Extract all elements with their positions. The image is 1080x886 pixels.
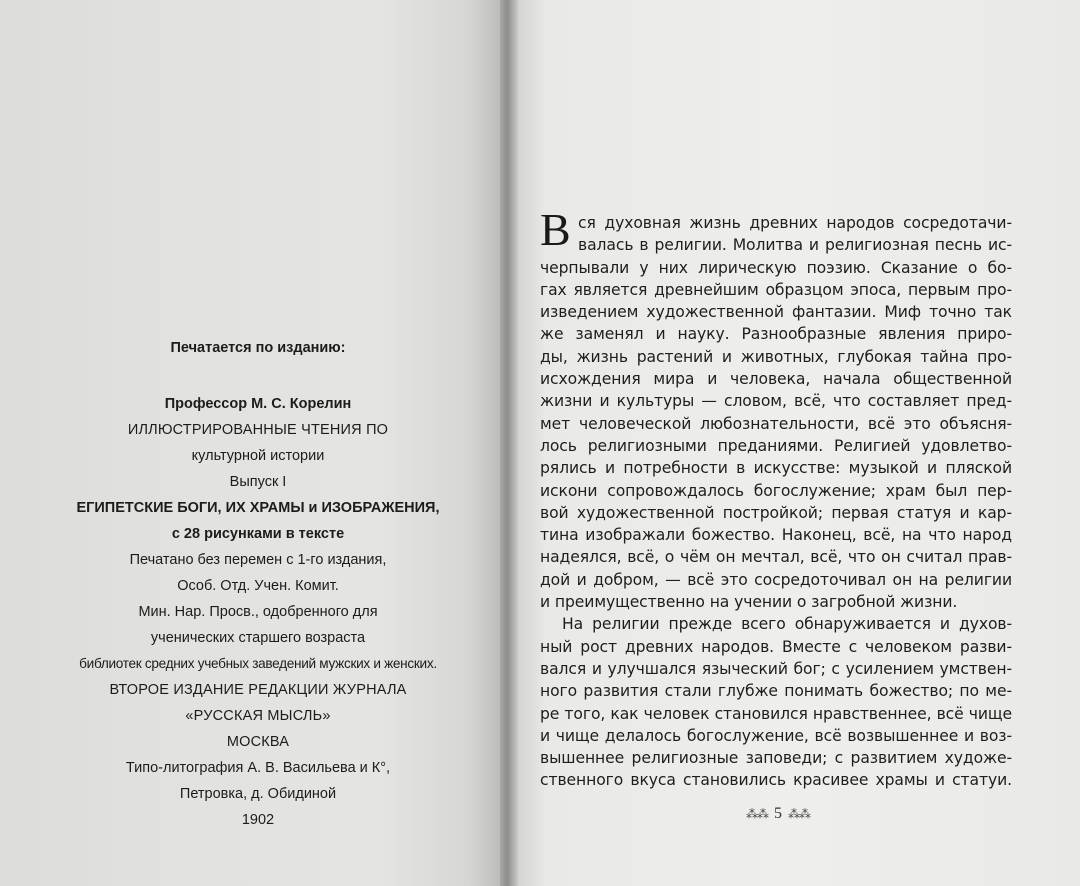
colophon-note: ученических старшего возраста bbox=[150, 630, 366, 646]
colophon-note: Мин. Нар. Просв., одобренного для bbox=[138, 604, 378, 620]
text-line: тина изображали божество. Наконец, всё, на что народ bbox=[540, 526, 1012, 545]
text-line: и чище делалось богослужение, всё возвышеннее и воз- bbox=[540, 726, 1012, 745]
book-gutter bbox=[500, 0, 518, 886]
colophon-subtitle: с 28 рисунками в тексте bbox=[171, 526, 345, 542]
text-line: рялись и потребности в искусстве: музыкой и пляской bbox=[540, 459, 1012, 478]
colophon-printer: Типо-литография А. В. Васильева и К°, bbox=[125, 760, 391, 776]
colophon-heading: Печатается по изданию: bbox=[170, 340, 346, 356]
colophon-journal: «РУССКАЯ МЫСЛЬ» bbox=[185, 708, 331, 724]
text-line: вышеннее религиозные заповеди; с развитием художе- bbox=[540, 749, 1012, 768]
text-line: и преимущественно на учении о загробной жизни. bbox=[540, 593, 958, 612]
text-line: На религии прежде всего обнаруживается и духов- bbox=[562, 615, 1012, 634]
text-line: ного развития стали глубже понимать божество; по ме- bbox=[540, 682, 1012, 701]
colophon-note: Печатано без перемен с 1-го издания, bbox=[129, 552, 387, 568]
text-line: изведением художественной фантазии. Миф точно так bbox=[540, 303, 1012, 322]
text-line: ре того, как человек становился нравственнее, всё чище bbox=[540, 704, 1012, 723]
colophon-note: библиотек средних учебных заведений мужских и женских. bbox=[79, 656, 437, 671]
colophon-city: МОСКВА bbox=[226, 734, 290, 750]
text-line: исхождения мира и человека, начала общественной bbox=[540, 370, 1012, 389]
text-line: жизни и культуры — словом, всё, что составляет пред- bbox=[540, 392, 1012, 411]
colophon-edition: ВТОРОЕ ИЗДАНИЕ РЕДАКЦИИ ЖУРНАЛА bbox=[109, 682, 407, 698]
colophon-title: ЕГИПЕТСКИЕ БОГИ, ИХ ХРАМЫ и ИЗОБРАЖЕНИЯ, bbox=[76, 500, 440, 516]
colophon-author: Профессор М. С. Корелин bbox=[164, 396, 352, 412]
body-text bbox=[540, 212, 1012, 792]
text-line: мет человеческой любознательности, всё это объясня- bbox=[540, 414, 1012, 433]
page-number: 5 bbox=[774, 805, 782, 822]
text-line: ный рост древних народов. Вместе с человеком разви- bbox=[540, 637, 1012, 656]
text-line: ственного вкуса становились красивее храмы и статуи. bbox=[540, 771, 1012, 790]
text-line: вой художественной постройкой; первая статуя и кар- bbox=[540, 503, 1012, 522]
colophon-series: ИЛЛЮСТРИРОВАННЫЕ ЧТЕНИЯ ПО bbox=[127, 422, 389, 438]
ornament-left-icon: ⁂⁂ bbox=[746, 807, 768, 821]
text-line: черпывали у них лирическую поэзию. Сказание о бо- bbox=[540, 258, 1012, 277]
colophon-address: Петровка, д. Обидиной bbox=[179, 786, 337, 802]
text-line: ся духовная жизнь древних народов сосредотачи- bbox=[578, 214, 1012, 232]
page-number-folio bbox=[728, 803, 828, 825]
colophon-issue: Выпуск I bbox=[229, 474, 287, 490]
text-line: лось религиозными преданиями. Религией удовлетво- bbox=[540, 436, 1012, 455]
colophon bbox=[48, 335, 468, 833]
text-line: валась в религии. Молитва и религиозная песнь ис- bbox=[578, 236, 1012, 255]
colophon-year: 1902 bbox=[241, 812, 275, 828]
text-line: ды, жизнь растений и животных, глубокая тайна про- bbox=[540, 347, 1012, 366]
text-line: дой и добром, — всё это сосредоточивал он на религии bbox=[540, 570, 1012, 589]
colophon-note: Особ. Отд. Учен. Комит. bbox=[177, 578, 339, 594]
ornament-right-icon: ⁂⁂ bbox=[788, 807, 810, 821]
colophon-series-2: культурной истории bbox=[191, 448, 325, 464]
text-line: искони сопровождалось богослужение; храм был пер- bbox=[540, 481, 1012, 500]
text-line: надеялся, всё, о чём он мечтал, всё, что он считал прав- bbox=[540, 548, 1012, 567]
text-line: же заменял и науку. Разнообразные явления приро- bbox=[540, 325, 1012, 344]
drop-cap: В bbox=[540, 204, 571, 255]
text-line: гах является древнейшим образцом эпоса, первым про- bbox=[540, 280, 1012, 299]
text-line: вался и улучшался языческий бог; с усилением умствен- bbox=[540, 659, 1012, 678]
